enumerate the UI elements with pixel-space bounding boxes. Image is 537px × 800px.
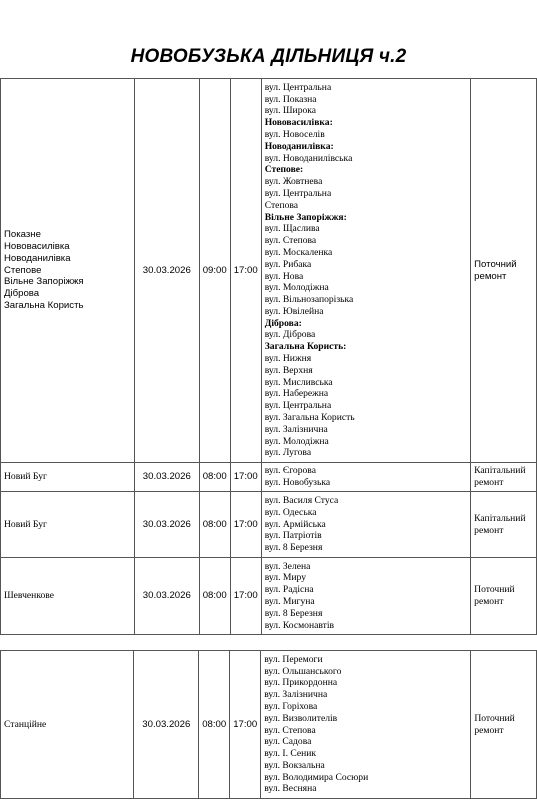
table-row: [1, 492, 537, 558]
works-type-text: ремонт: [474, 724, 504, 736]
street-item: вул. Центральна: [264, 187, 332, 199]
street-item: вул. Космонавтів: [264, 619, 335, 631]
locality-heading: Степове:: [264, 164, 304, 176]
date-cell: 30.03.2026: [134, 651, 199, 799]
date-cell: 30.03.2026: [134, 463, 199, 492]
settlement-cell: [1, 651, 134, 799]
street-item: вул. Нижня: [264, 353, 312, 365]
street-item: вул. Широка: [264, 105, 317, 117]
table-row: [1, 558, 537, 635]
street-item: вул. Щаслива: [264, 223, 320, 235]
locality-heading: Нововасилівка:: [264, 117, 333, 129]
settlement-name: Станційне: [4, 718, 47, 730]
settlement-name: Новий Буг: [4, 471, 47, 483]
settlement-cell: [1, 558, 135, 635]
street-item: вул. Володимира Сосюри: [264, 771, 369, 783]
street-item: вул. Перемоги: [264, 653, 323, 665]
street-item: вул. Центральна: [264, 81, 332, 93]
street-item: вул. Миру: [264, 572, 307, 584]
start-time-cell: 08:00: [199, 463, 230, 492]
settlement-name: Новий Буг: [4, 518, 47, 530]
settlement-name: Вільне Запоріжжя: [4, 276, 84, 288]
settlement-cell: [1, 492, 135, 558]
date-cell: 30.03.2026: [134, 558, 199, 635]
works-type-cell: [471, 79, 537, 463]
street-item: вул. Новоданилівська: [264, 152, 353, 164]
street-item: вул. Центральна: [264, 400, 332, 412]
works-type-text: ремонт: [474, 477, 504, 488]
street-item: вул. Діброва: [264, 329, 316, 341]
streets-cell: [261, 492, 470, 558]
settlement-name: Нововасилівка: [4, 241, 70, 252]
end-time-cell: 17:00: [230, 651, 261, 799]
street-item: вул. Зелена: [264, 560, 311, 572]
street-item: вул. Залізнична: [264, 423, 328, 435]
streets-cell: [261, 463, 470, 492]
street-item: вул. Молодіжна: [264, 282, 329, 294]
locality-heading: Діброва:: [264, 317, 302, 329]
settlement-name: Степове: [4, 264, 42, 276]
street-item: вул. Рибака: [264, 258, 312, 270]
street-item: вул. Степова: [264, 235, 317, 247]
end-time-cell: 17:00: [230, 463, 261, 492]
street-item: вул. Одеська: [264, 506, 317, 518]
street-item: вул. Жовтнева: [264, 176, 323, 188]
works-type-cell: [471, 492, 537, 558]
start-time-cell: 08:00: [199, 558, 230, 635]
table-row: [1, 79, 537, 463]
street-item: вул. Горіхова: [264, 700, 318, 712]
locality-heading: Загальна Користь:: [264, 341, 347, 353]
table-row: [1, 463, 537, 492]
end-time-cell: 17:00: [230, 558, 261, 635]
street-item: вул. Молодіжна: [264, 435, 329, 447]
street-item: вул. І. Сеник: [264, 748, 317, 760]
street-item: вул. Визволителів: [264, 712, 338, 724]
street-item: вул. Новобузька: [264, 477, 331, 488]
settlement-name: Показне: [4, 229, 41, 241]
street-item: вул. Загальна Користь: [264, 412, 355, 424]
street-item: вул. Прикордонна: [264, 677, 338, 689]
street-item: вул. 8 Березня: [264, 542, 323, 554]
street-item: вул. Єгорова: [264, 465, 316, 477]
streets-cell: [261, 651, 471, 799]
streets-cell: [261, 558, 470, 635]
street-item: вул. Мисливська: [264, 376, 333, 388]
settlement-name: Новоданилівка: [4, 252, 71, 264]
street-item: вул. Ольшанського: [264, 665, 342, 677]
street-item: вул. Вокзальна: [264, 759, 325, 771]
table-row: [1, 651, 537, 799]
settlement-cell: [1, 463, 135, 492]
end-time-cell: 17:00: [230, 492, 261, 558]
street-item: вул. Степова: [264, 724, 316, 736]
settlement-name: Загальна Користь: [4, 299, 84, 311]
street-item: вул. Патріотів: [264, 530, 322, 542]
settlement-cell: [1, 79, 135, 463]
street-item: вул. Весняна: [264, 783, 317, 795]
works-type-text: Капітальний: [474, 512, 526, 524]
start-time-cell: 08:00: [199, 651, 230, 799]
street-item: вул. Москаленка: [264, 246, 333, 258]
start-time-cell: 09:00: [199, 79, 230, 463]
date-cell: 30.03.2026: [134, 492, 199, 558]
works-type-text: Поточний: [474, 712, 515, 724]
settlement-name: Шевченкове: [4, 590, 55, 602]
locality-heading: Вільне Запоріжжя:: [264, 211, 347, 223]
page-title: НОВОБУЗЬКА ДІЛЬНИЦЯ ч.2: [130, 46, 407, 67]
street-item: вул. Ювілейна: [264, 305, 324, 317]
date-cell: 30.03.2026: [134, 79, 199, 463]
works-type-text: Поточний: [474, 584, 515, 596]
street-item: вул. Мигуна: [264, 596, 315, 607]
street-item: вул. Нова: [264, 270, 304, 282]
works-type-cell: [471, 463, 537, 492]
street-item: вул. Залізнична: [264, 689, 328, 701]
street-item: вул. Радісна: [264, 584, 314, 596]
street-item: Степова: [264, 199, 299, 211]
works-type-text: ремонт: [474, 524, 504, 536]
street-item: вул. Набережна: [264, 388, 329, 400]
street-item: вул. Вільнозапорізька: [264, 294, 354, 306]
works-type-text: Капітальний: [474, 465, 526, 477]
street-item: вул. Василя Стуса: [264, 495, 339, 506]
works-type-text: Поточний: [474, 258, 517, 270]
street-item: вул. Новоселів: [264, 128, 325, 140]
street-item: вул. 8 Березня: [264, 607, 323, 619]
street-item: вул. Армійська: [264, 518, 326, 530]
locality-heading: Новоданилівка:: [264, 140, 334, 152]
end-time-cell: 17:00: [230, 79, 261, 463]
street-item: вул. Лугова: [264, 447, 312, 459]
street-item: вул. Верхня: [264, 364, 313, 376]
street-item: вул. Садова: [264, 736, 312, 748]
settlement-name: Діброва: [4, 288, 40, 300]
outage-schedule-table: [0, 78, 537, 635]
works-type-cell: [471, 558, 537, 635]
works-type-text: ремонт: [474, 270, 507, 282]
works-type-cell: [471, 651, 537, 799]
start-time-cell: 08:00: [199, 492, 230, 558]
works-type-text: ремонт: [474, 596, 504, 607]
outage-schedule-table-continued: [0, 650, 537, 799]
streets-cell: [261, 79, 470, 463]
street-item: вул. Показна: [264, 93, 317, 105]
